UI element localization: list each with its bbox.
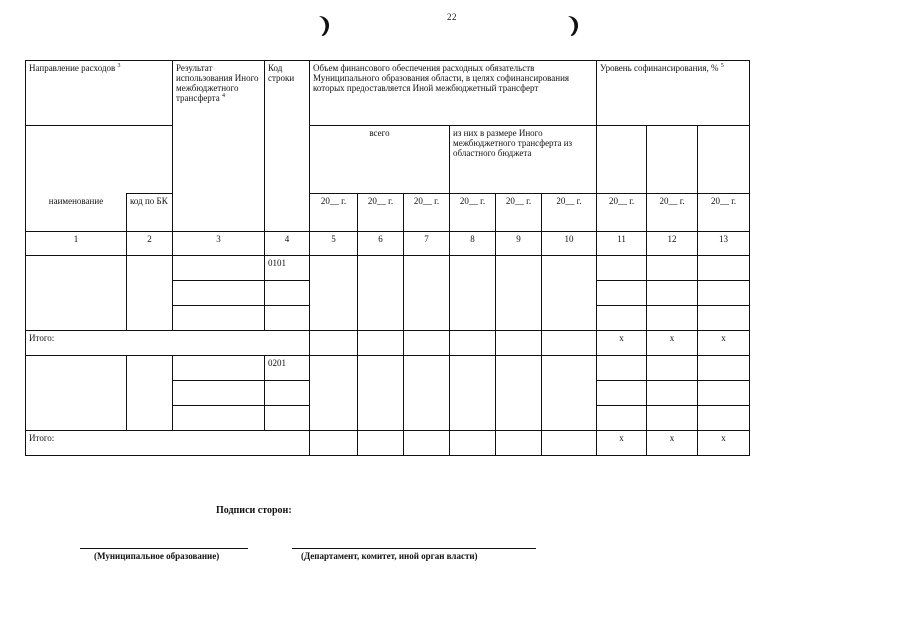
column-number: 10 [542,232,597,256]
data-cell [450,431,496,456]
header-code-bk: код по БК [127,194,173,232]
header-volume: Объем финансового обеспечения расходных обязательств Муниципального образования области, в целях софинансирования которых предоставляется Иной межбюджетный трансферт [310,61,597,126]
data-cell [496,331,542,356]
x-mark: x [647,331,698,356]
data-cell [647,406,698,431]
year-cell: 20__ г. [358,194,404,232]
data-cell [647,281,698,306]
header-row-2 [26,126,750,194]
data-cell [404,331,450,356]
data-cell [173,281,265,306]
data-cell [597,381,647,406]
data-cell [597,281,647,306]
data-cell [358,356,404,431]
data-cell [26,356,127,431]
data-cell [265,306,310,331]
total-label: Итого: [26,431,310,456]
data-cell [647,256,698,281]
total-row [26,431,750,456]
year-cell: 20__ г. [542,194,597,232]
data-cell [310,331,358,356]
data-cell [647,306,698,331]
data-cell [698,356,750,381]
year-cell: 20__ г. [597,194,647,232]
header-level: Уровень софинансирования, % $^5$ [597,61,750,126]
signature-caption-department: (Департамент, комитет, иной орган власти) [301,551,478,561]
data-cell [597,306,647,331]
x-mark: x [597,331,647,356]
data-cell [597,356,647,381]
header-direction-space [26,126,173,194]
data-cell [310,356,358,431]
cofinancing-table [25,60,750,456]
year-cell: 20__ г. [404,194,450,232]
data-cell [173,306,265,331]
data-cell [450,256,496,331]
crescent-ornament-icon [562,14,582,38]
header-row-3 [26,194,750,232]
year-cell: 20__ г. [450,194,496,232]
row-code-cell: 0101 [265,256,310,281]
data-cell [542,356,597,431]
total-row [26,331,750,356]
data-cell [404,356,450,431]
data-cell [404,256,450,331]
column-number: 9 [496,232,542,256]
data-cell [173,256,265,281]
header-row-1 [26,61,750,126]
data-cell [173,406,265,431]
x-mark: x [597,431,647,456]
signature-line-municipality [80,548,248,549]
data-cell [450,331,496,356]
data-cell [450,356,496,431]
column-number: 7 [404,232,450,256]
data-cell [698,281,750,306]
year-cell: 20__ г. [496,194,542,232]
header-name: наименование [26,194,127,232]
total-label: Итого: [26,331,310,356]
crescent-ornament-icon [313,14,333,38]
column-number-row [26,232,750,256]
column-number: 8 [450,232,496,256]
signature-line-department [292,548,536,549]
data-cell [542,431,597,456]
year-cell: 20__ г. [647,194,698,232]
x-mark: x [698,431,750,456]
data-cell [698,256,750,281]
data-cell [358,331,404,356]
data-cell [265,381,310,406]
data-cell [265,281,310,306]
data-cell [310,256,358,331]
data-cell [496,356,542,431]
data-cell [542,331,597,356]
data-cell [698,406,750,431]
data-cell [542,256,597,331]
data-cell [127,356,173,431]
row-code-cell: 0201 [265,356,310,381]
data-cell [173,381,265,406]
header-direction: Направление расходов $^3$ [26,61,173,126]
data-cell [496,256,542,331]
data-cell [310,431,358,456]
column-number: 12 [647,232,698,256]
table-row [26,356,750,381]
data-cell [647,381,698,406]
data-cell [26,256,127,331]
page-number: 22 [447,12,457,22]
x-mark: x [647,431,698,456]
header-level-space [698,126,750,194]
column-number: 5 [310,232,358,256]
column-number: 2 [127,232,173,256]
data-cell [597,406,647,431]
header-result: Результат использования Иного межбюджетного трансферта $^4$ [173,61,265,232]
data-cell [647,356,698,381]
column-number: 13 [698,232,750,256]
year-cell: 20__ г. [698,194,750,232]
header-level-space [647,126,698,194]
data-cell [265,406,310,431]
data-cell [358,431,404,456]
data-cell [698,306,750,331]
signature-caption-municipality: (Муниципальное образование) [94,551,220,561]
column-number: 4 [265,232,310,256]
signatures-title: Подписи сторон: [216,505,292,516]
column-number: 3 [173,232,265,256]
data-cell [173,356,265,381]
column-number: 6 [358,232,404,256]
data-cell [698,381,750,406]
data-cell [404,431,450,456]
data-cell [127,256,173,331]
data-cell [496,431,542,456]
x-mark: x [698,331,750,356]
header-from-transfer: из них в размере Иного межбюджетного трансферта из областного бюджета [450,126,597,194]
column-number: 11 [597,232,647,256]
header-level-space [597,126,647,194]
column-number: 1 [26,232,127,256]
header-row-code: Код строки [265,61,310,232]
data-cell [597,256,647,281]
data-cell [358,256,404,331]
year-cell: 20__ г. [310,194,358,232]
table-row [26,256,750,281]
header-total: всего [310,126,450,194]
